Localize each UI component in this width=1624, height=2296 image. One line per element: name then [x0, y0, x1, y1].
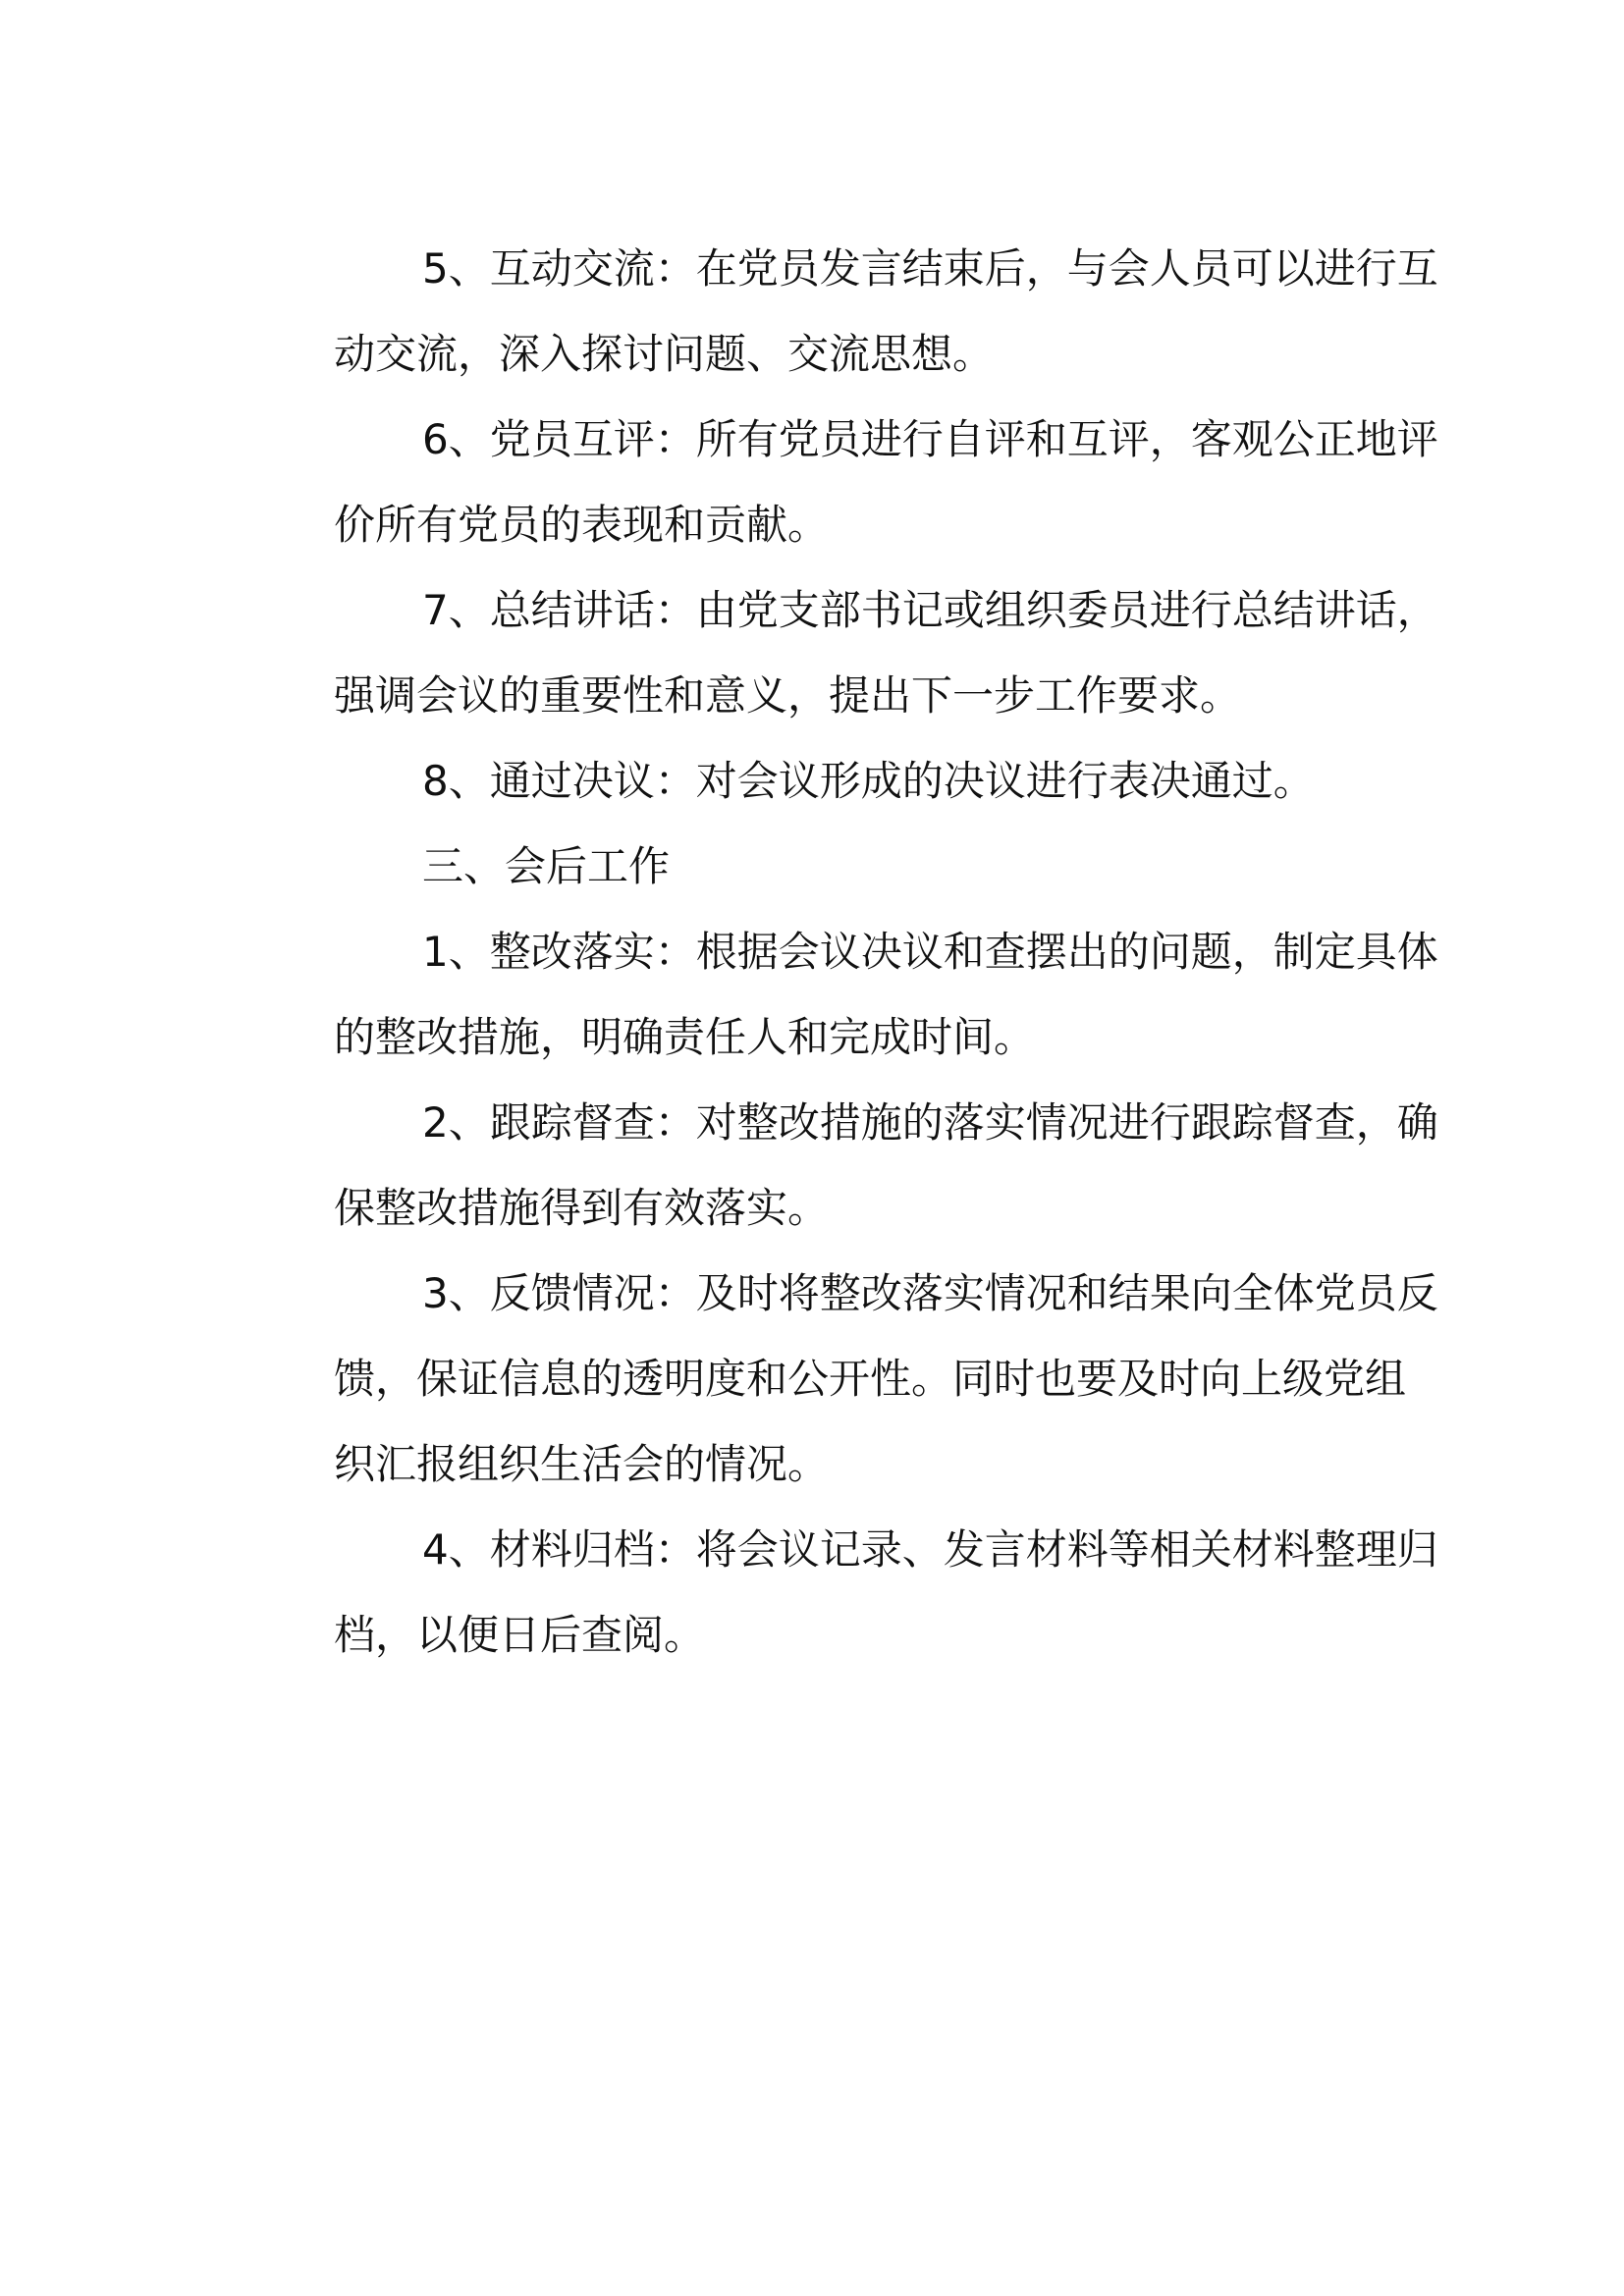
document-body — [245, 226, 1438, 1678]
paragraph-line: 保整改措施得到有效落实。 — [334, 1184, 830, 1232]
paragraph-line: 价所有党员的表现和贡献。 — [334, 501, 830, 549]
paragraph-item-6 — [245, 397, 1438, 567]
paragraph-line: 档，以便日后查阅。 — [334, 1611, 706, 1659]
paragraph-item-5 — [245, 226, 1438, 397]
paragraph-line: 4、材料归档：将会议记录、发言材料等相关材料整理归 — [422, 1525, 1438, 1574]
paragraph-item-3 — [245, 1251, 1438, 1507]
paragraph-item-4 — [245, 1507, 1438, 1678]
paragraph-item-8 — [245, 738, 1394, 824]
paragraph-item-1 — [245, 909, 1438, 1080]
section-heading-post-meeting-work — [245, 824, 1394, 909]
paragraph-line: 强调会议的重要性和意义，提出下一步工作要求。 — [334, 671, 1242, 720]
paragraph-item-2 — [245, 1080, 1438, 1251]
paragraph-line: 1、整改落实：根据会议决议和查摆出的问题，制定具体 — [422, 928, 1438, 976]
paragraph-line: 的整改措施，明确责任人和完成时间。 — [334, 1013, 1036, 1061]
section-heading-text: 三、会后工作 — [422, 842, 671, 890]
paragraph-item-7 — [245, 567, 1438, 738]
paragraph-line: 织汇报组织生活会的情况。 — [334, 1440, 830, 1488]
paragraph-line: 5、互动交流：在党员发言结束后，与会人员可以进行互 — [422, 244, 1438, 293]
paragraph-line: 动交流，深入探讨问题、交流思想。 — [334, 330, 995, 378]
paragraph-line: 3、反馈情况：及时将整改落实情况和结果向全体党员反 — [422, 1269, 1438, 1317]
paragraph-line: 馈，保证信息的透明度和公开性。同时也要及时向上级党组 — [334, 1355, 1407, 1403]
paragraph-line: 7、总结讲话：由党支部书记或组织委员进行总结讲话， — [422, 586, 1438, 634]
paragraph-line: 2、跟踪督查：对整改措施的落实情况进行跟踪督查，确 — [422, 1098, 1438, 1147]
paragraph-line: 8、通过决议：对会议形成的决议进行表决通过。 — [422, 757, 1315, 805]
paragraph-line: 6、党员互评：所有党员进行自评和互评，客观公正地评 — [422, 415, 1438, 463]
